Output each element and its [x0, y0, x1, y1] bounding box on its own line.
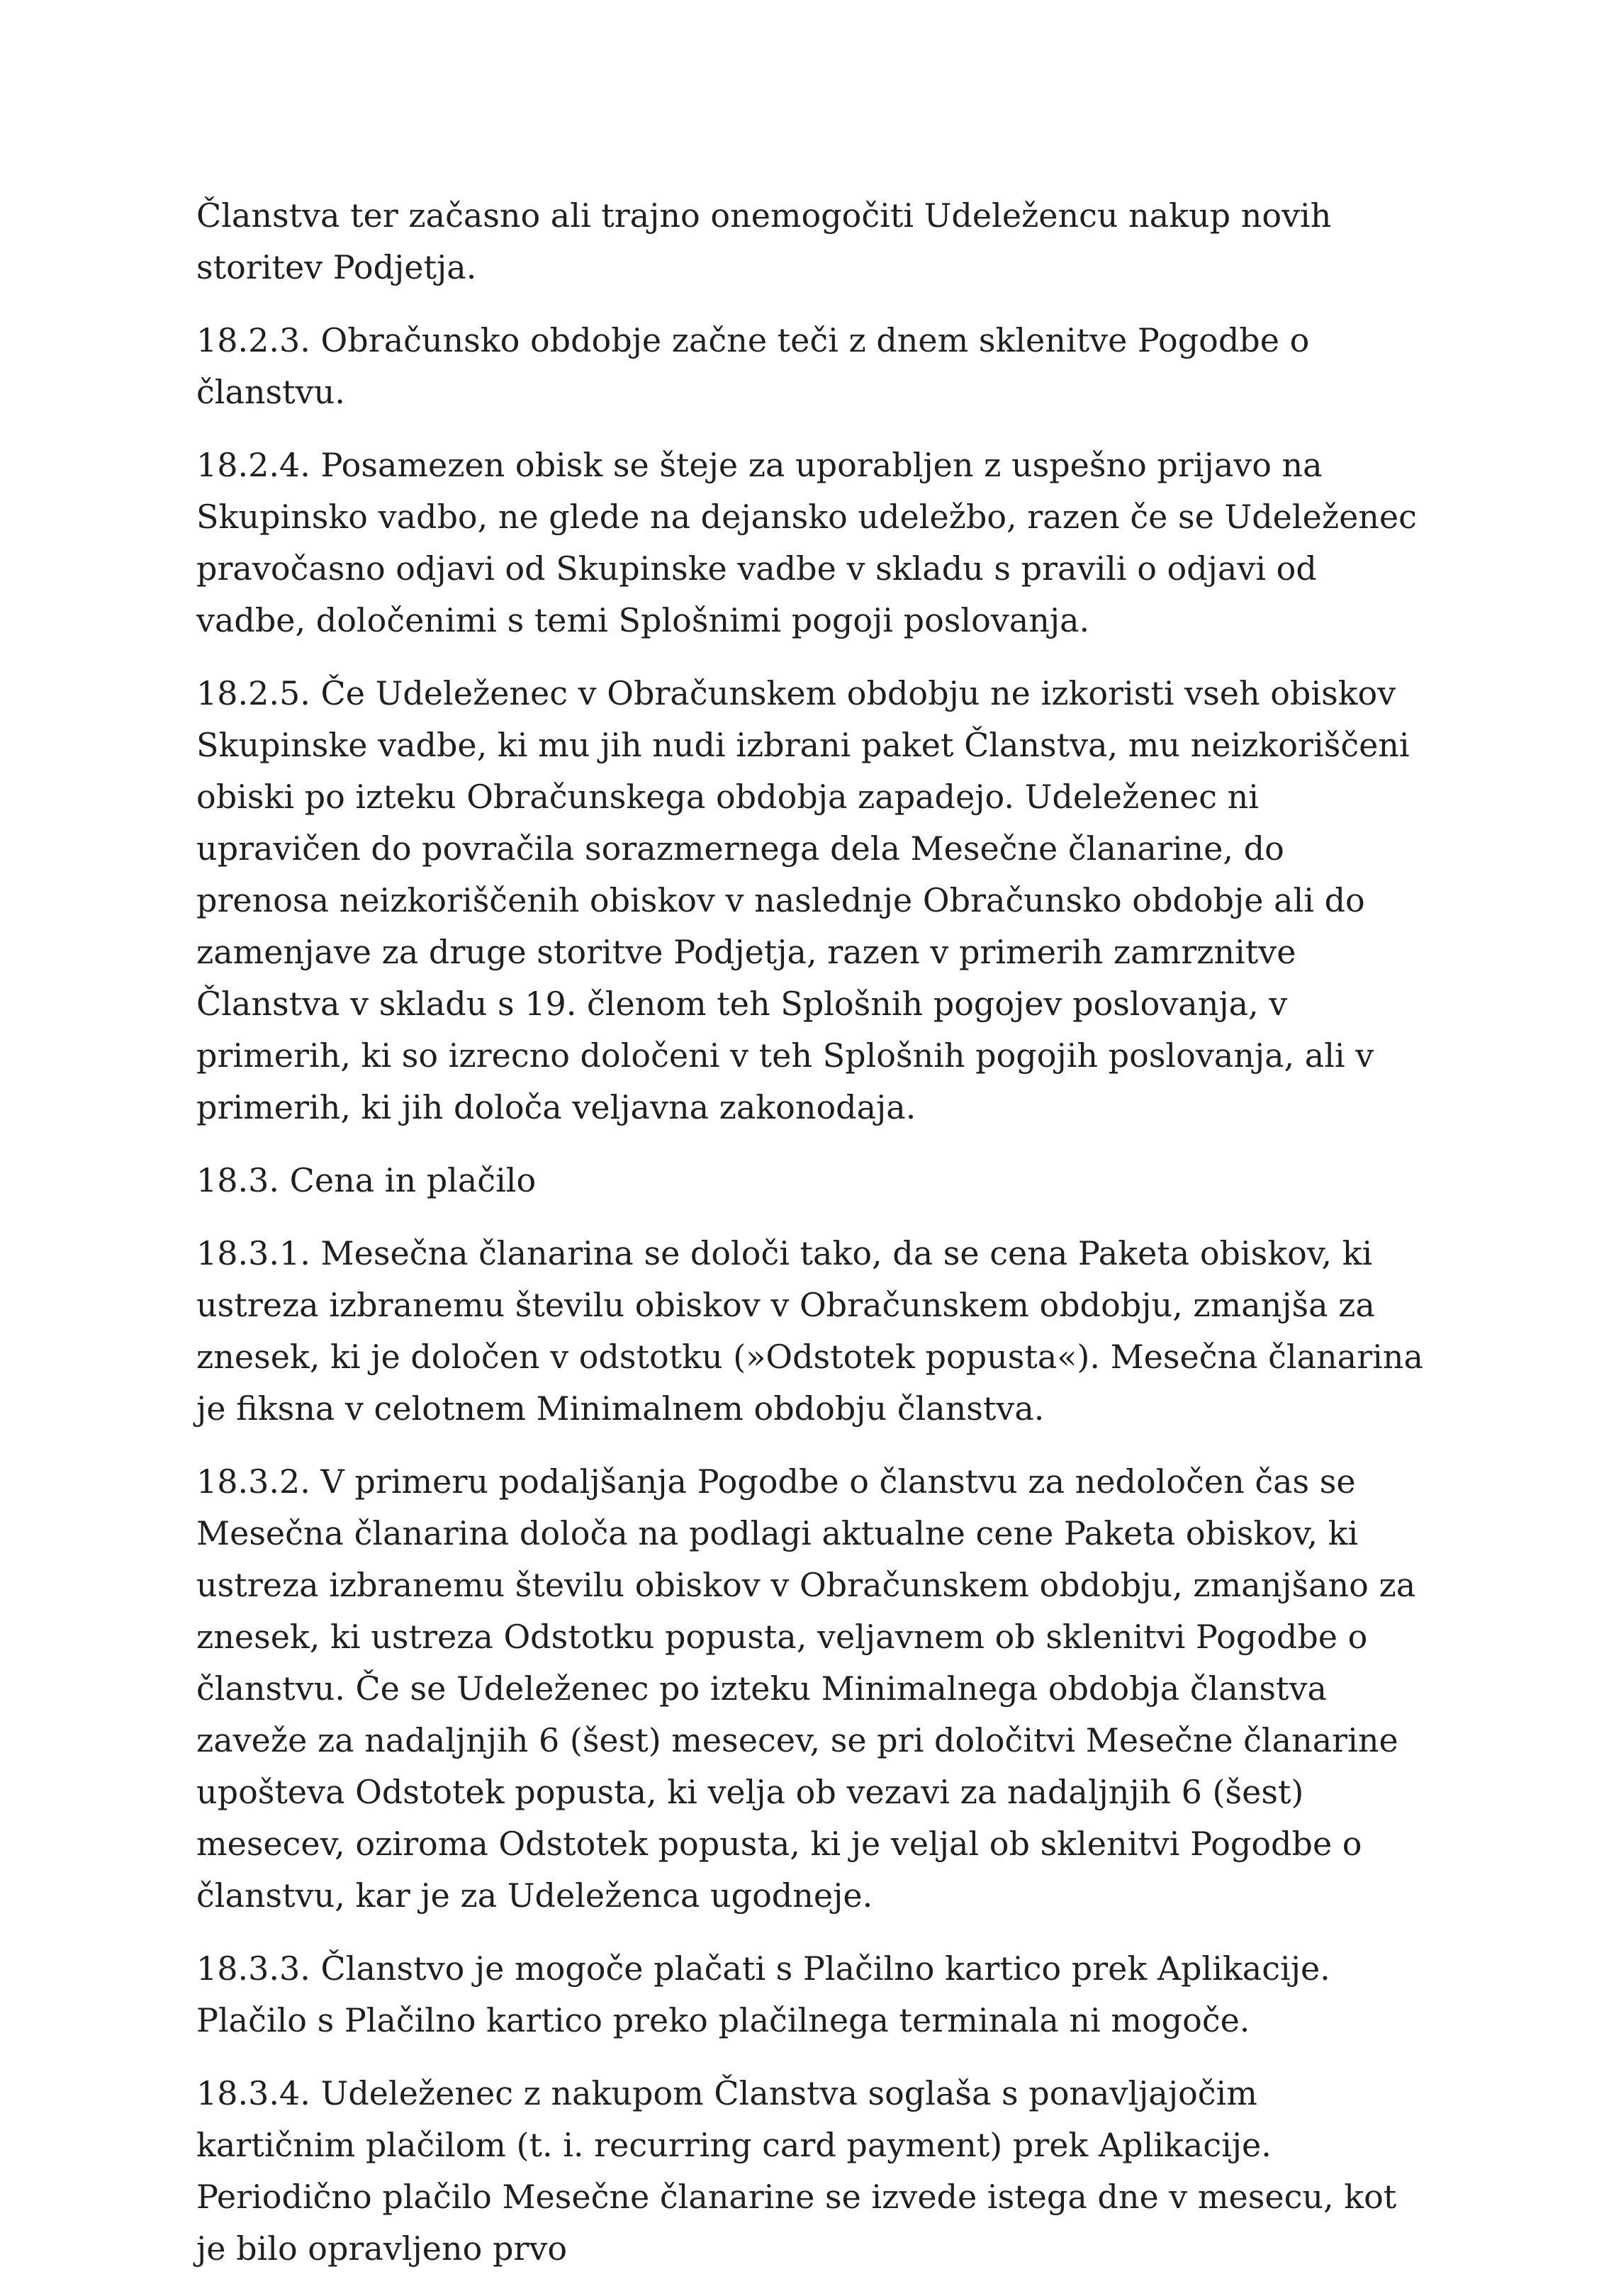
paragraph-18-2-5: 18.2.5. Če Udeleženec v Obračunskem obdobju ne izkoristi vseh obiskov Skupinske vadbe, ki mu jih nudi izbrani paket Članstva, mu neizkoriščeni obiski po izteku Obračunskega obdobja zapadejo. Udeleženec ni upravičen do povračila sorazmernega dela Mesečne članarine, do prenosa neizkoriščenih obiskov v naslednje Obračunsko obdobje ali do zamenjave za druge storitve Podjetja, razen v primerih zamrznitve Članstva v skladu s 19. členom teh Splošnih pogojev poslovanja, v primerih, ki so izrecno določeni v teh Splošnih pogojih poslovanja, ali v primerih, ki jih določa veljavna zakonodaja. — [196, 674, 1410, 1126]
paragraph-18-2-4: 18.2.4. Posamezen obisk se šteje za uporabljen z uspešno prijavo na Skupinsko vadbo, ne glede na dejansko udeležbo, razen če se Udeleženec pravočasno odjavi od Skupinske vadbe v skladu s pravili o odjavi od vadbe, določenimi s temi Splošnimi pogoji poslovanja. — [196, 446, 1417, 639]
paragraph-18-3-4: 18.3.4. Udeleženec z nakupom Članstva soglaša s ponavljajočim kartičnim plačilom (t. i. recurring card payment) prek Aplikacije. Periodično plačilo Mesečne članarine se izvede istega dne v mesecu, kot je bilo opravljeno prvo — [196, 2074, 1397, 2268]
paragraph-18-3-3: 18.3.3. Članstvo je mogoče plačati s Plačilno kartico prek Aplikacije. Plačilo s Plačilno kartico preko plačilnega terminala ni mogoče. — [196, 1949, 1330, 2039]
section-heading-18-3: 18.3. Cena in plačilo — [196, 1161, 537, 1199]
paragraph-continuation: Članstva ter začasno ali trajno onemogočiti Udeležencu nakup novih storitev Podjetja. — [196, 196, 1332, 286]
paragraph-18-3-2: 18.3.2. V primeru podaljšanja Pogodbe o članstvu za nedoločen čas se Mesečna članarina določa na podlagi aktualne cene Paketa obiskov, ki ustreza izbranemu številu obiskov v Obračunskem obdobju, zmanjšano za znesek, ki ustreza Odstotku popusta, veljavnem ob sklenitvi Pogodbe o članstvu. Če se Udeleženec po izteku Minimalnega obdobja članstva zaveže za nadaljnjih 6 (šest) mesecev, se pri določitvi Mesečne članarine upošteva Odstotek popusta, ki velja ob vezavi za nadaljnjih 6 (šest) mesecev, oziroma Odstotek popusta, ki je veljal ob sklenitvi Pogodbe o članstvu, kar je za Udeleženca ugodneje. — [196, 1462, 1416, 1915]
paragraph-18-3-1: 18.3.1. Mesečna članarina se določi tako, da se cena Paketa obiskov, ki ustreza izbranemu številu obiskov v Obračunskem obdobju, zmanjša za znesek, ki je določen v odstotku (»Odstotek popusta«). Mesečna članarina je fiksna v celotnem Minimalnem obdobju članstva. — [196, 1234, 1423, 1428]
document-page — [196, 190, 1426, 2296]
paragraph-18-2-3: 18.2.3. Obračunsko obdobje začne teči z dnem sklenitve Pogodbe o članstvu. — [196, 321, 1310, 411]
